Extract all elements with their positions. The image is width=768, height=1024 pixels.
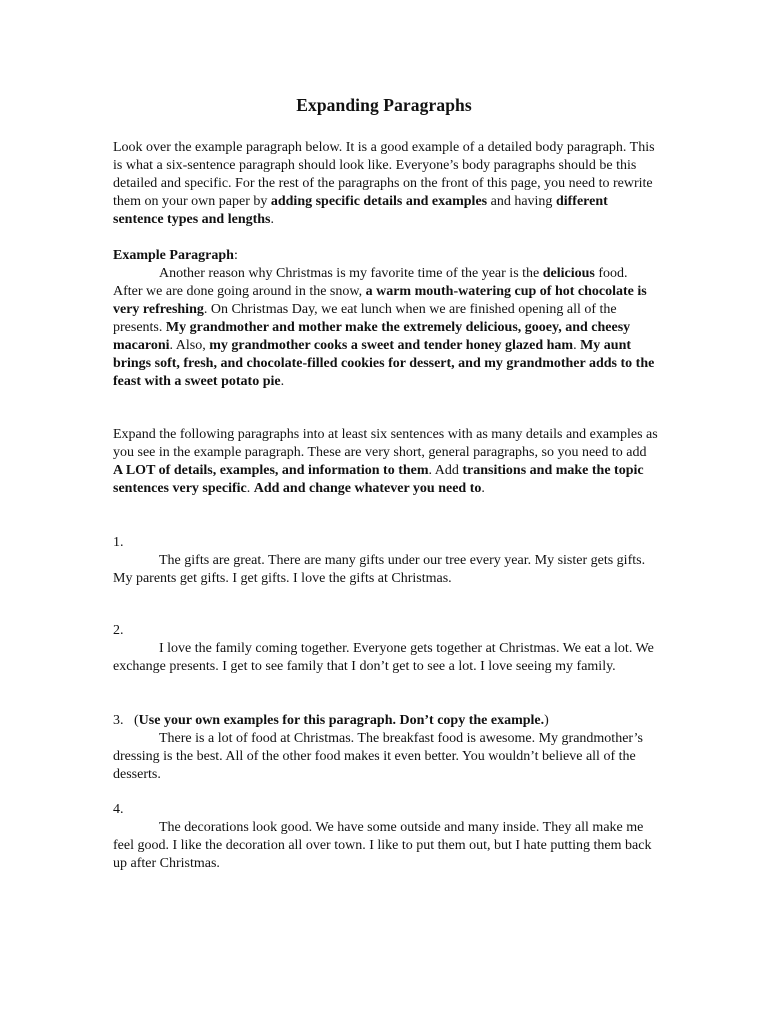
example-heading-line bbox=[113, 247, 658, 265]
example-text-2: food. After we are done going around in the snow, bbox=[113, 266, 628, 299]
list-item bbox=[113, 712, 658, 784]
item-number: 3. bbox=[113, 713, 124, 728]
list-item bbox=[113, 622, 658, 676]
example-bold-1: delicious bbox=[542, 266, 595, 281]
instructions-paragraph bbox=[113, 426, 658, 498]
page-title: Expanding Paragraphs bbox=[296, 95, 472, 115]
example-paragraph bbox=[113, 265, 658, 391]
example-bold-2: a warm mouth-watering cup of hot chocolate is very refreshing bbox=[113, 284, 647, 317]
item-text: The decorations look good. We have some outside and many inside. They all make me feel good. I like the decoration all over town. I like to put them out, but I hate putting them back up after Christmas. bbox=[113, 820, 652, 871]
intro-text-1: Look over the example paragraph below. It is a good example of a detailed body paragraph. This is what a six-sentence paragraph should look like. Everyone’s body paragraphs should be this detailed and specific. For the rest of the paragraphs on the front of this page, you need to rewrite them on your own paper by bbox=[113, 140, 655, 209]
intro-bold-1: adding specific details and examples bbox=[270, 194, 488, 209]
item-text: I love the family coming together. Everyone gets together at Christmas. We eat a lot. We exchange presents. I get to see family that I don’t get to see a lot. I love seeing my family. bbox=[113, 641, 654, 674]
example-heading-colon: : bbox=[233, 248, 238, 263]
item-text: The gifts are great. There are many gifts under our tree every year. My sister gets gifts. My parents get gifts. I get gifts. I love the gifts at Christmas. bbox=[113, 553, 646, 586]
list-item bbox=[113, 801, 658, 873]
example-text-3: . On Christmas Day, we eat lunch when we are finished opening all of the presents. bbox=[113, 302, 617, 335]
intro-paragraph bbox=[113, 139, 658, 229]
instructions-text-2: . Add bbox=[428, 463, 463, 478]
intro-text-3: . bbox=[270, 212, 275, 227]
item-note: Use your own examples for this paragraph. Don’t copy the example. bbox=[138, 713, 545, 728]
instructions-text-3: . bbox=[246, 481, 254, 496]
example-text-5: . bbox=[573, 338, 581, 353]
example-text-6: . bbox=[280, 374, 285, 389]
list-item bbox=[113, 534, 658, 588]
instructions-bold-2: transitions and make the topic sentences very specific bbox=[113, 463, 644, 496]
item-note-close: ) bbox=[544, 713, 549, 728]
example-section bbox=[113, 247, 658, 391]
item-number-line bbox=[113, 712, 658, 730]
instructions-bold-1: A LOT of details, examples, and information to them bbox=[113, 463, 429, 478]
intro-text-2: and having bbox=[487, 194, 556, 209]
item-number: 4. bbox=[113, 802, 124, 817]
item-note-open: ( bbox=[134, 713, 139, 728]
item-number: 2. bbox=[113, 623, 124, 638]
intro-bold-2: different sentence types and lengths bbox=[113, 194, 608, 227]
example-bold-3: My grandmother and mother make the extremely delicious, gooey, and cheesy macaroni bbox=[113, 320, 631, 353]
instructions-text-4: . bbox=[481, 481, 485, 496]
item-text: There is a lot of food at Christmas. The breakfast food is awesome. My grandmother’s dressing is the best. All of the other food makes it even better. You wouldn’t believe all of the desserts. bbox=[113, 731, 643, 782]
example-heading: Example Paragraph bbox=[113, 248, 234, 263]
example-bold-4: my grandmother cooks a sweet and tender honey glazed ham bbox=[209, 338, 574, 353]
instructions-text-1: Expand the following paragraphs into at least six sentences with as many details and examples as you see in the example paragraph. These are very short, general paragraphs, so you need to add bbox=[113, 427, 658, 460]
item-number: 1. bbox=[113, 535, 124, 550]
instructions-bold-3: Add and change whatever you need to bbox=[253, 481, 482, 496]
example-text-1: Another reason why Christmas is my favorite time of the year is the bbox=[159, 266, 543, 281]
example-text-4: . Also, bbox=[169, 338, 210, 353]
example-bold-5: My aunt brings soft, fresh, and chocolate-filled cookies for dessert, and my grandmother adds to the feast with a sweet potato pie bbox=[113, 338, 655, 389]
